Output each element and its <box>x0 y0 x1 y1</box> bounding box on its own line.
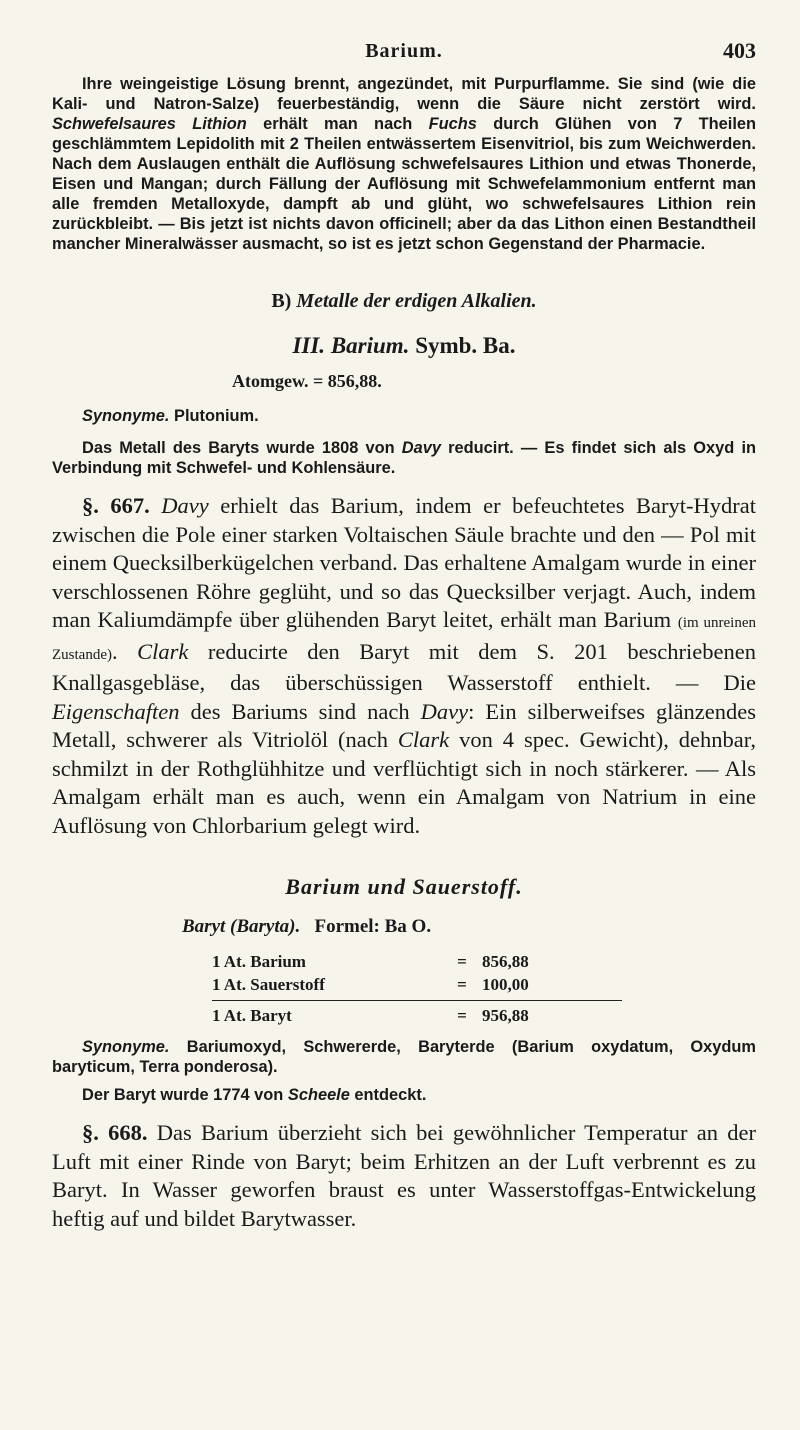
running-head <box>52 40 756 74</box>
author-fuchs: Fuchs <box>428 115 477 133</box>
section-heading-b: B) Metalle der erdigen Alkalien. <box>271 290 537 312</box>
synonyms-baryt: Synonyme. Bariumoxyd, Schwererde, Baryterde (Barium oxydatum, Oxydum baryticum, Terra ponderosa). <box>52 1038 756 1076</box>
composition-table <box>212 950 622 1027</box>
composition-row-sauerstoff: 1 At. Sauerstoff = 100,00 <box>212 975 529 994</box>
section-heading-barium: III. Barium. Symb. Ba. <box>292 333 516 358</box>
page-number: 403 <box>723 38 756 63</box>
running-title: Barium. <box>365 40 443 62</box>
baryt-formula-line: Baryt (Baryta). Formel: Ba O. <box>182 916 432 937</box>
discovery-line: Der Baryt wurde 1774 von Scheele entdeckt. <box>82 1086 427 1104</box>
atomic-weight: Atomgew. = 856,88. <box>232 371 382 391</box>
section-number-668: §. 668. <box>82 1120 148 1145</box>
history-paragraph: Das Metall des Baryts wurde 1808 von Davy reducirt. — Es findet sich als Oxyd in Verbindung mit Schwefel- und Kohlensäure. <box>52 439 757 477</box>
term-schwefelsaures-lithion: Schwefelsaures Lithion <box>52 115 247 133</box>
composition-row-barium: 1 At. Barium = 856,88 <box>212 952 529 971</box>
paragraph-668: §. 668. Das Barium überzieht sich bei gewöhnlicher Temperatur an der Luft mit einer Rinde von Baryt; beim Erhitzen an der Luft verbrennt es zu Baryt. In Wasser geworfen braust es unter Wasserstoffgas-Entwickelung heftig auf und bildet Barytwasser. <box>52 1120 756 1231</box>
section-number-667: §. 667. <box>82 493 150 518</box>
composition-row-total: 1 At. Baryt = 956,88 <box>212 1000 622 1027</box>
synonyms-plutonium: Synonyme. Plutonium. <box>82 407 259 425</box>
heading-barium-und-sauerstoff: Barium und Sauerstoff. <box>285 874 523 899</box>
paragraph-667: §. 667. Davy erhielt das Barium, indem er befeuchtetes Baryt-Hydrat zwischen die Pole einer starken Voltaischen Säule brachte und den — Pol mit einem Quecksilberkügelchen verband. Das erhaltene Amalgam wurde in einer verschlossenen Röhre geglüht, und so das Quecksilber verjagt. Auch, indem man Kaliumdämpfe über glühenden Baryt leitet, erhält man Barium (im unreinen Zustande). Clark reducirte den Baryt mit dem S. 201 beschriebenen Knallgasgebläse, das überschüssigen Wasserstoff enthielt. — Die Eigenschaften des Bariums sind nach Davy: Ein silberweifses glänzendes Metall, schwerer als Vitriolöl (nach Clark von 4 spec. Gewicht), dehnbar, schmilzt in der Rothglühhitze und verflüchtigt sich in noch stärkerer. — Als Amalgam erhält man es auch, wenn ein Amalgam von Natrium in eine Auflösung von Chlorbarium gelegt wird. <box>52 493 757 838</box>
paragraph-lithion: Ihre weingeistige Lösung brennt, angezündet, mit Purpurflamme. Sie sind (wie die Kali- und Natron-Salze) feuerbeständig, wenn die Säure nicht zerstört wird. Schwefelsaures Lithion erhält man nach Fuchs durch Glühen von 7 Theilen geschlämmtem Lepidolith mit 2 Theilen entwässertem Eisenvitriol, bis zum Weichwerden. Nach dem Auslaugen enthält die Auflösung schwefelsaures Lithion und etwas Thonerde, Eisen und Mangan; durch Fällung der Auflösung mit Schwefelammonium entfernt man alle fremden Metalloxyde, dampft ab und glüht, wo schwefelsaures Lithion rein zurückbleibt. — Bis jetzt ist nichts davon officinell; aber da das Lithon einen Bestandtheil mancher Mineralwässer ausmacht, so ist es jetzt schon Gegenstand der Pharmacie. <box>52 75 757 253</box>
